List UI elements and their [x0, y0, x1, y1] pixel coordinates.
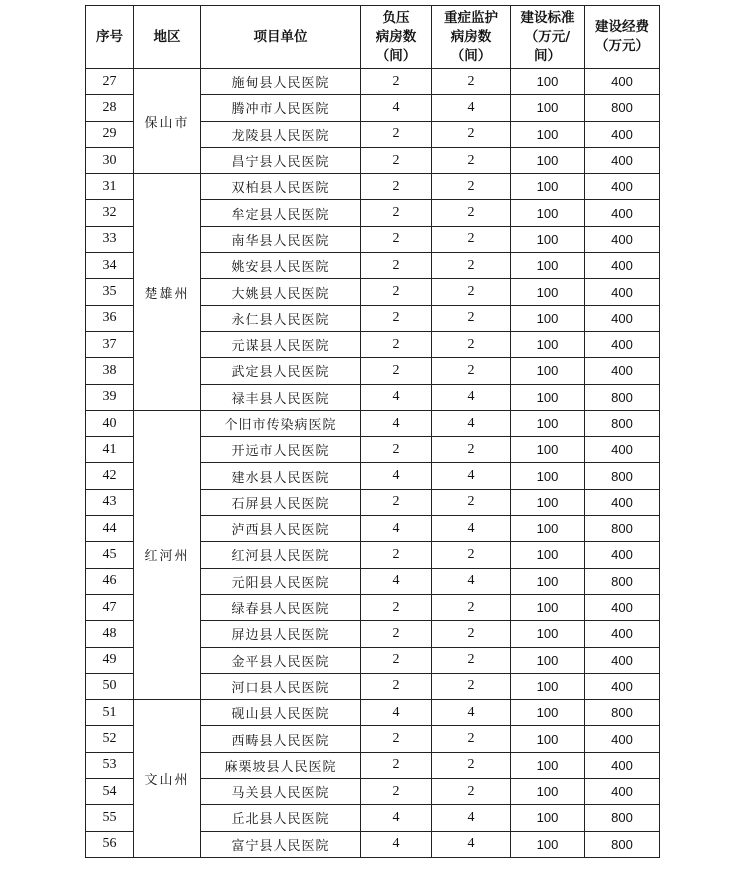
negative-pressure-cell: 2	[361, 594, 432, 620]
row-no-cell: 52	[86, 726, 134, 752]
fee-cell: 400	[585, 147, 660, 173]
standard-cell: 100	[511, 358, 585, 384]
row-no-cell: 44	[86, 516, 134, 542]
unit-cell: 龙陵县人民医院	[201, 121, 361, 147]
unit-cell: 丘北县人民医院	[201, 805, 361, 831]
negative-pressure-cell: 2	[361, 542, 432, 568]
icu-cell: 2	[432, 226, 511, 252]
icu-cell: 2	[432, 69, 511, 95]
header-construction-fee	[585, 6, 660, 69]
negative-pressure-cell: 4	[361, 805, 432, 831]
negative-pressure-cell: 2	[361, 200, 432, 226]
standard-cell: 100	[511, 95, 585, 121]
icu-cell: 4	[432, 384, 511, 410]
fee-cell: 400	[585, 358, 660, 384]
header-construction-standard	[511, 6, 585, 69]
header-line: （间）	[375, 47, 417, 64]
unit-cell: 元谋县人民医院	[201, 331, 361, 357]
unit-cell: 双柏县人民医院	[201, 174, 361, 200]
standard-cell: 100	[511, 752, 585, 778]
row-no-cell: 30	[86, 147, 134, 173]
header-line: 间）	[534, 47, 561, 64]
negative-pressure-cell: 4	[361, 95, 432, 121]
unit-cell: 牟定县人民医院	[201, 200, 361, 226]
fee-cell: 800	[585, 700, 660, 726]
header-line: 病房数	[375, 28, 417, 45]
standard-cell: 100	[511, 410, 585, 436]
standard-cell: 100	[511, 384, 585, 410]
unit-cell: 泸西县人民医院	[201, 516, 361, 542]
fee-cell: 400	[585, 594, 660, 620]
fee-cell: 400	[585, 779, 660, 805]
negative-pressure-cell: 2	[361, 226, 432, 252]
icu-cell: 2	[432, 673, 511, 699]
negative-pressure-cell: 2	[361, 253, 432, 279]
standard-cell: 100	[511, 121, 585, 147]
unit-cell: 麻栗坡县人民医院	[201, 752, 361, 778]
unit-cell: 建水县人民医院	[201, 463, 361, 489]
standard-cell: 100	[511, 621, 585, 647]
header-line: 负压	[382, 9, 410, 26]
row-no-cell: 34	[86, 253, 134, 279]
standard-cell: 100	[511, 726, 585, 752]
unit-cell: 马关县人民医院	[201, 779, 361, 805]
row-no-cell: 56	[86, 831, 134, 857]
fee-cell: 400	[585, 621, 660, 647]
fee-cell: 800	[585, 831, 660, 857]
negative-pressure-cell: 2	[361, 174, 432, 200]
unit-cell: 大姚县人民医院	[201, 279, 361, 305]
unit-cell: 绿春县人民医院	[201, 594, 361, 620]
negative-pressure-cell: 2	[361, 305, 432, 331]
table-row	[86, 69, 660, 95]
negative-pressure-cell: 2	[361, 489, 432, 515]
row-no-cell: 45	[86, 542, 134, 568]
row-no-cell: 55	[86, 805, 134, 831]
fee-cell: 400	[585, 305, 660, 331]
standard-cell: 100	[511, 200, 585, 226]
standard-cell: 100	[511, 489, 585, 515]
table-body	[86, 69, 660, 858]
unit-cell: 砚山县人民医院	[201, 700, 361, 726]
table-row	[86, 174, 660, 200]
icu-cell: 4	[432, 805, 511, 831]
unit-cell: 河口县人民医院	[201, 673, 361, 699]
fee-cell: 800	[585, 410, 660, 436]
negative-pressure-cell: 2	[361, 147, 432, 173]
icu-cell: 2	[432, 542, 511, 568]
icu-cell: 2	[432, 358, 511, 384]
unit-cell: 腾冲市人民医院	[201, 95, 361, 121]
unit-cell: 西畴县人民医院	[201, 726, 361, 752]
standard-cell: 100	[511, 673, 585, 699]
icu-cell: 2	[432, 121, 511, 147]
unit-cell: 武定县人民医院	[201, 358, 361, 384]
row-no-cell: 35	[86, 279, 134, 305]
header-negative-pressure-rooms	[361, 6, 432, 69]
row-no-cell: 37	[86, 331, 134, 357]
standard-cell: 100	[511, 253, 585, 279]
negative-pressure-cell: 2	[361, 673, 432, 699]
negative-pressure-cell: 4	[361, 700, 432, 726]
fee-cell: 800	[585, 516, 660, 542]
standard-cell: 100	[511, 463, 585, 489]
region-cell: 楚雄州	[134, 174, 201, 411]
negative-pressure-cell: 4	[361, 463, 432, 489]
row-no-cell: 43	[86, 489, 134, 515]
row-no-cell: 46	[86, 568, 134, 594]
region-cell: 文山州	[134, 700, 201, 858]
negative-pressure-cell: 4	[361, 831, 432, 857]
row-no-cell: 51	[86, 700, 134, 726]
fee-cell: 400	[585, 489, 660, 515]
row-no-cell: 36	[86, 305, 134, 331]
unit-cell: 个旧市传染病医院	[201, 410, 361, 436]
row-no-cell: 31	[86, 174, 134, 200]
row-no-cell: 48	[86, 621, 134, 647]
fee-cell: 400	[585, 279, 660, 305]
hospital-project-table	[85, 5, 660, 858]
icu-cell: 2	[432, 331, 511, 357]
unit-cell: 屏边县人民医院	[201, 621, 361, 647]
fee-cell: 400	[585, 331, 660, 357]
negative-pressure-cell: 4	[361, 410, 432, 436]
standard-cell: 100	[511, 174, 585, 200]
standard-cell: 100	[511, 305, 585, 331]
standard-cell: 100	[511, 779, 585, 805]
negative-pressure-cell: 2	[361, 752, 432, 778]
fee-cell: 800	[585, 805, 660, 831]
fee-cell: 400	[585, 226, 660, 252]
icu-cell: 2	[432, 437, 511, 463]
icu-cell: 2	[432, 621, 511, 647]
negative-pressure-cell: 2	[361, 279, 432, 305]
negative-pressure-cell: 2	[361, 726, 432, 752]
table-row	[86, 410, 660, 436]
row-no-cell: 42	[86, 463, 134, 489]
negative-pressure-cell: 4	[361, 516, 432, 542]
standard-cell: 100	[511, 568, 585, 594]
unit-cell: 金平县人民医院	[201, 647, 361, 673]
unit-cell: 石屏县人民医院	[201, 489, 361, 515]
standard-cell: 100	[511, 647, 585, 673]
fee-cell: 400	[585, 253, 660, 279]
standard-cell: 100	[511, 69, 585, 95]
row-no-cell: 53	[86, 752, 134, 778]
icu-cell: 2	[432, 147, 511, 173]
unit-cell: 禄丰县人民医院	[201, 384, 361, 410]
negative-pressure-cell: 2	[361, 779, 432, 805]
unit-cell: 昌宁县人民医院	[201, 147, 361, 173]
negative-pressure-cell: 2	[361, 121, 432, 147]
row-no-cell: 38	[86, 358, 134, 384]
negative-pressure-cell: 2	[361, 621, 432, 647]
icu-cell: 4	[432, 463, 511, 489]
fee-cell: 800	[585, 568, 660, 594]
negative-pressure-cell: 2	[361, 358, 432, 384]
fee-cell: 400	[585, 647, 660, 673]
unit-cell: 永仁县人民医院	[201, 305, 361, 331]
icu-cell: 2	[432, 647, 511, 673]
header-region: 地区	[134, 6, 201, 69]
standard-cell: 100	[511, 279, 585, 305]
table-header	[86, 6, 660, 69]
fee-cell: 400	[585, 200, 660, 226]
header-unit: 项目单位	[201, 6, 361, 69]
unit-cell: 富宁县人民医院	[201, 831, 361, 857]
standard-cell: 100	[511, 542, 585, 568]
fee-cell: 400	[585, 673, 660, 699]
unit-cell: 开远市人民医院	[201, 437, 361, 463]
negative-pressure-cell: 2	[361, 331, 432, 357]
icu-cell: 2	[432, 305, 511, 331]
icu-cell: 2	[432, 726, 511, 752]
icu-cell: 4	[432, 95, 511, 121]
negative-pressure-cell: 4	[361, 384, 432, 410]
standard-cell: 100	[511, 700, 585, 726]
unit-cell: 南华县人民医院	[201, 226, 361, 252]
icu-cell: 4	[432, 516, 511, 542]
row-no-cell: 29	[86, 121, 134, 147]
region-cell: 红河州	[134, 410, 201, 699]
negative-pressure-cell: 2	[361, 647, 432, 673]
row-no-cell: 50	[86, 673, 134, 699]
region-cell: 保山市	[134, 69, 201, 174]
negative-pressure-cell: 2	[361, 69, 432, 95]
fee-cell: 800	[585, 95, 660, 121]
fee-cell: 800	[585, 384, 660, 410]
icu-cell: 2	[432, 253, 511, 279]
negative-pressure-cell: 2	[361, 437, 432, 463]
header-line: 病房数	[450, 28, 492, 45]
icu-cell: 4	[432, 410, 511, 436]
fee-cell: 400	[585, 69, 660, 95]
fee-cell: 400	[585, 437, 660, 463]
header-line: 建设标准	[520, 9, 575, 26]
header-icu-rooms	[432, 6, 511, 69]
standard-cell: 100	[511, 147, 585, 173]
row-no-cell: 40	[86, 410, 134, 436]
unit-cell: 元阳县人民医院	[201, 568, 361, 594]
row-no-cell: 41	[86, 437, 134, 463]
icu-cell: 4	[432, 831, 511, 857]
fee-cell: 400	[585, 121, 660, 147]
header-line: （万元）	[595, 38, 649, 54]
standard-cell: 100	[511, 437, 585, 463]
standard-cell: 100	[511, 805, 585, 831]
icu-cell: 2	[432, 279, 511, 305]
row-no-cell: 54	[86, 779, 134, 805]
row-no-cell: 39	[86, 384, 134, 410]
icu-cell: 2	[432, 200, 511, 226]
row-no-cell: 33	[86, 226, 134, 252]
header-line: 建设经费	[595, 19, 649, 35]
negative-pressure-cell: 4	[361, 568, 432, 594]
standard-cell: 100	[511, 331, 585, 357]
header-line: （间）	[450, 47, 492, 64]
icu-cell: 4	[432, 700, 511, 726]
fee-cell: 400	[585, 726, 660, 752]
fee-cell: 800	[585, 463, 660, 489]
row-no-cell: 32	[86, 200, 134, 226]
header-line: 重症监护	[444, 9, 498, 26]
icu-cell: 2	[432, 752, 511, 778]
icu-cell: 2	[432, 779, 511, 805]
unit-cell: 施甸县人民医院	[201, 69, 361, 95]
header-line: （万元/	[524, 28, 571, 45]
header-no: 序号	[86, 6, 134, 69]
table-row	[86, 700, 660, 726]
icu-cell: 2	[432, 489, 511, 515]
unit-cell: 姚安县人民医院	[201, 253, 361, 279]
row-no-cell: 47	[86, 594, 134, 620]
standard-cell: 100	[511, 516, 585, 542]
fee-cell: 400	[585, 174, 660, 200]
standard-cell: 100	[511, 594, 585, 620]
icu-cell: 2	[432, 174, 511, 200]
icu-cell: 4	[432, 568, 511, 594]
standard-cell: 100	[511, 831, 585, 857]
header-row	[86, 6, 660, 69]
standard-cell: 100	[511, 226, 585, 252]
icu-cell: 2	[432, 594, 511, 620]
unit-cell: 红河县人民医院	[201, 542, 361, 568]
fee-cell: 400	[585, 542, 660, 568]
row-no-cell: 27	[86, 69, 134, 95]
row-no-cell: 49	[86, 647, 134, 673]
row-no-cell: 28	[86, 95, 134, 121]
fee-cell: 400	[585, 752, 660, 778]
